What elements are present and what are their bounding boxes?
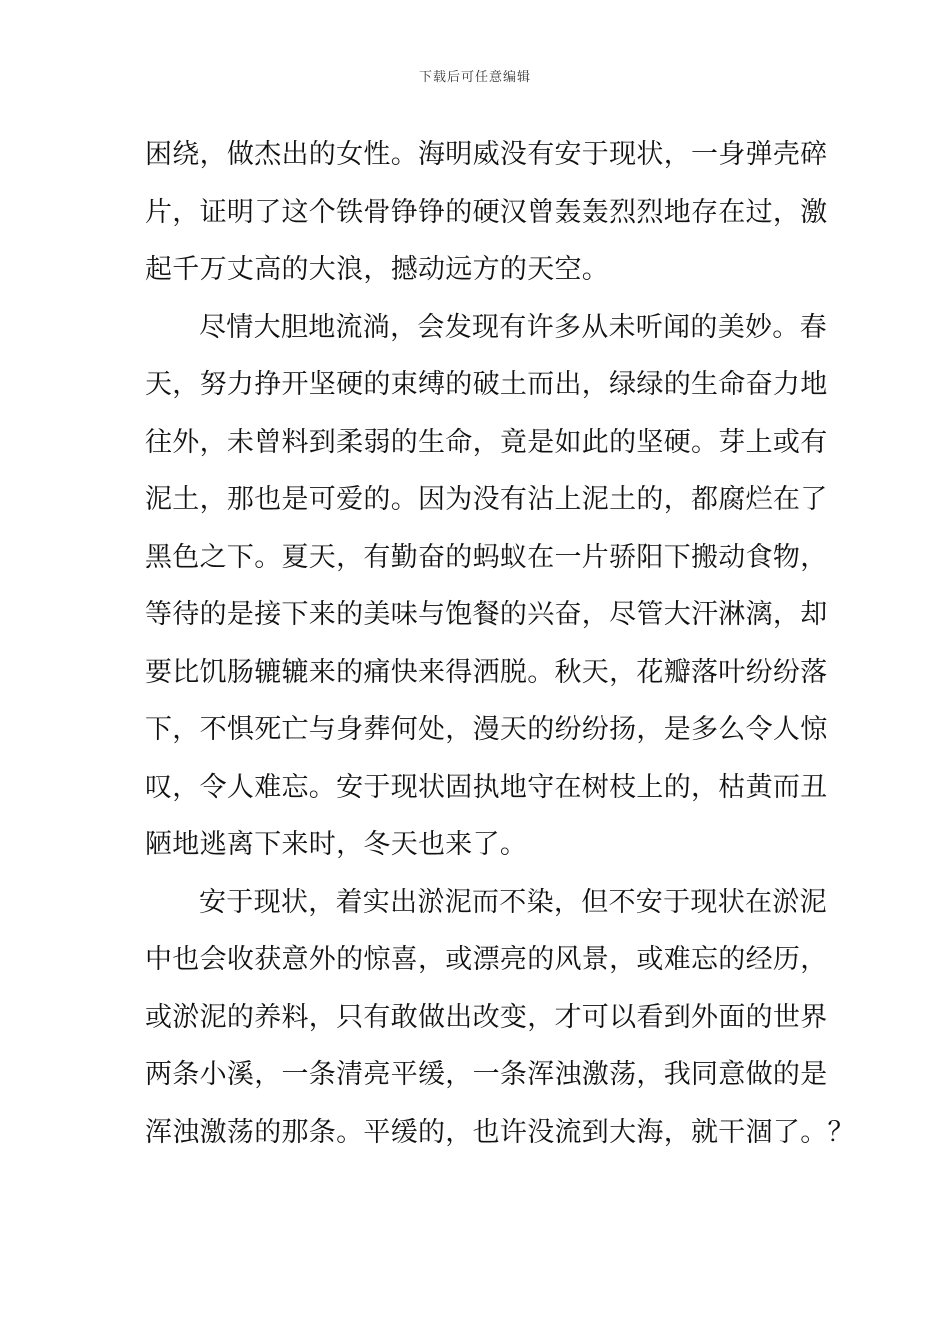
- text-line: 中也会收获意外的惊喜，或漂亮的风景，或难忘的经历，: [145, 944, 828, 975]
- page-header: 下载后可任意编辑: [418, 70, 531, 85]
- text-line: 黑色之下。夏天，有勤奋的蚂蚁在一片骄阳下搬动食物，: [145, 541, 828, 573]
- text-line: 叹，令人难忘。安于现状固执地守在树枝上的，枯黄而丑: [145, 771, 828, 803]
- text-line: 浑浊激荡的那条。平缓的，也许没流到大海，就干涸了。？: [145, 1116, 855, 1148]
- text-line: 往外，未曾料到柔弱的生命，竟是如此的坚硬。芽上或有: [145, 426, 828, 458]
- body-text: [145, 126, 855, 1161]
- text-line: 要比饥肠辘辘来的痛快来得洒脱。秋天，花瓣落叶纷纷落: [145, 656, 828, 688]
- text-line: 困绕，做杰出的女性。海明威没有安于现状，一身弹壳碎: [145, 139, 828, 170]
- text-line: 陋地逃离下来时，冬天也来了。: [145, 829, 528, 860]
- text-line: 尽情大胆地流淌，会发现有许多从未听闻的美妙。春: [199, 311, 827, 343]
- text-line: 等待的是接下来的美味与饱餐的兴奋，尽管大汗淋漓，却: [145, 599, 828, 630]
- text-line: 泥土，那也是可爱的。因为没有沾上泥土的，都腐烂在了: [145, 484, 828, 515]
- text-line: 下，不惧死亡与身葬何处，漫天的纷纷扬，是多么令人惊: [145, 714, 828, 745]
- text-line: 天，努力挣开坚硬的束缚的破土而出，绿绿的生命奋力地: [145, 369, 828, 400]
- text-line: 安于现状，着实出淤泥而不染，但不安于现状在淤泥: [199, 886, 827, 918]
- text-line: 起千万丈高的大浪，撼动远方的天空。: [145, 254, 610, 285]
- text-line: 两条小溪，一条清亮平缓，一条浑浊激荡，我同意做的是: [145, 1059, 828, 1090]
- text-line: 片，证明了这个铁骨铮铮的硬汉曾轰轰烈烈地存在过，激: [145, 196, 828, 228]
- text-line: 或淤泥的养料，只有敢做出改变，才可以看到外面的世界: [145, 1001, 828, 1033]
